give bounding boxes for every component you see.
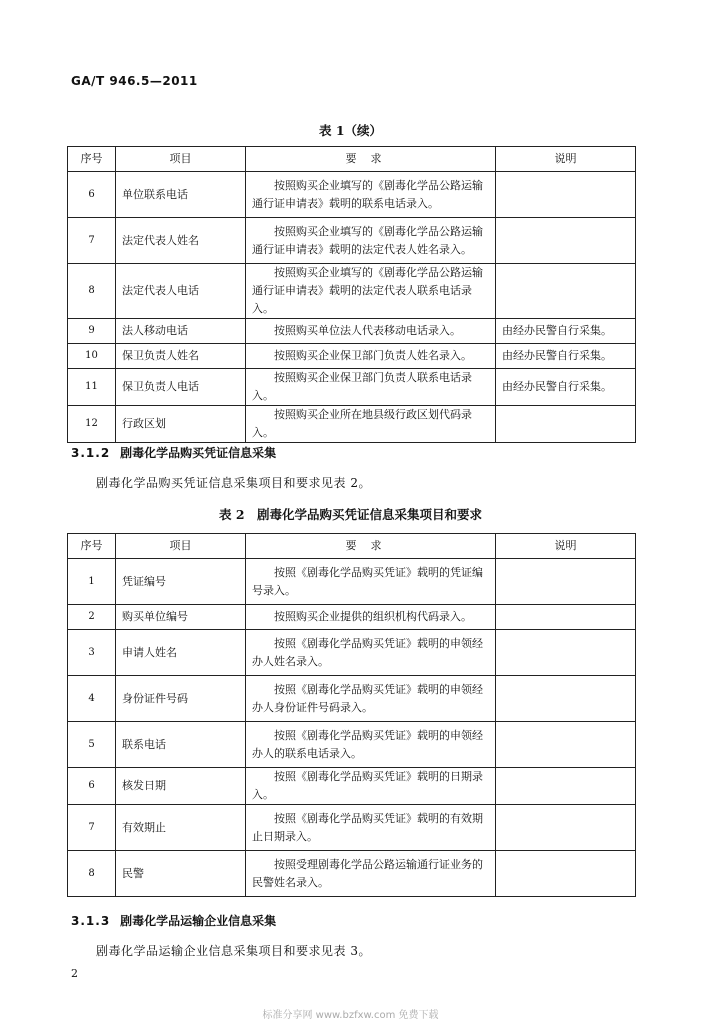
row-no: 1: [68, 559, 116, 605]
table-row: [68, 369, 636, 406]
table-row: [68, 851, 636, 897]
row-note: [496, 406, 636, 443]
row-req: 按照《剧毒化学品购买凭证》载明的申领经办人的联系电话录入。: [246, 722, 496, 768]
row-item: 有效期止: [116, 805, 246, 851]
col-header-item: 项目: [116, 534, 246, 559]
row-item: 申请人姓名: [116, 630, 246, 676]
row-item: 法定代表人电话: [116, 264, 246, 319]
table-row: [68, 676, 636, 722]
section-title: 剧毒化学品购买凭证信息采集: [120, 446, 277, 460]
row-note: [496, 559, 636, 605]
col-header-no: 序号: [68, 147, 116, 172]
row-item: 购买单位编号: [116, 605, 246, 630]
row-item: 核发日期: [116, 768, 246, 805]
row-note: 由经办民警自行采集。: [496, 344, 636, 369]
table-row: [68, 722, 636, 768]
row-note: [496, 768, 636, 805]
row-item: 身份证件号码: [116, 676, 246, 722]
col-header-no: 序号: [68, 534, 116, 559]
row-note: [496, 605, 636, 630]
section-number: 3.1.3: [71, 914, 111, 928]
table1-header-row: [68, 147, 636, 172]
col-header-note: 说明: [496, 534, 636, 559]
table-row: [68, 264, 636, 319]
row-note: [496, 676, 636, 722]
row-req: 按照购买企业保卫部门负责人联系电话录入。: [246, 369, 496, 406]
col-header-item: 项目: [116, 147, 246, 172]
row-req: 按照购买企业提供的组织机构代码录入。: [246, 605, 496, 630]
row-no: 8: [68, 851, 116, 897]
table-row: [68, 319, 636, 344]
row-item: 保卫负责人电话: [116, 369, 246, 406]
row-req: 按照受理剧毒化学品公路运输通行证业务的民警姓名录入。: [246, 851, 496, 897]
table1: [67, 146, 636, 443]
row-no: 12: [68, 406, 116, 443]
section-3-1-2-paragraph: 剧毒化学品购买凭证信息采集项目和要求见表 2。: [96, 476, 371, 490]
row-note: [496, 630, 636, 676]
section-number: 3.1.2: [71, 446, 111, 460]
table-row: [68, 406, 636, 443]
table1-caption: 表 1（续）: [318, 123, 383, 138]
row-note: 由经办民警自行采集。: [496, 369, 636, 406]
row-note: [496, 805, 636, 851]
table-row: [68, 630, 636, 676]
row-no: 11: [68, 369, 116, 406]
col-header-req: 要求: [246, 534, 496, 559]
col-header-req: 要求: [246, 147, 496, 172]
section-title: 剧毒化学品运输企业信息采集: [120, 914, 277, 928]
section-3-1-2-heading: [71, 444, 276, 461]
row-req: 按照购买企业填写的《剧毒化学品公路运输通行证申请表》载明的法定代表人姓名录入。: [246, 218, 496, 264]
row-no: 8: [68, 264, 116, 319]
row-req: 按照购买企业所在地县级行政区划代码录入。: [246, 406, 496, 443]
table-row: [68, 768, 636, 805]
row-req: 按照购买单位法人代表移动电话录入。: [246, 319, 496, 344]
col-header-note: 说明: [496, 147, 636, 172]
row-item: 联系电话: [116, 722, 246, 768]
section-3-1-3-heading: [71, 912, 276, 929]
row-note: [496, 851, 636, 897]
row-req: 按照购买企业填写的《剧毒化学品公路运输通行证申请表》载明的法定代表人联系电话录入。: [246, 264, 496, 319]
row-no: 10: [68, 344, 116, 369]
row-no: 2: [68, 605, 116, 630]
row-req: 按照《剧毒化学品购买凭证》载明的有效期止日期录入。: [246, 805, 496, 851]
row-item: 法定代表人姓名: [116, 218, 246, 264]
row-req: 按照《剧毒化学品购买凭证》载明的日期录入。: [246, 768, 496, 805]
row-req: 按照购买企业填写的《剧毒化学品公路运输通行证申请表》载明的联系电话录入。: [246, 172, 496, 218]
footer-watermark: 标准分享网 www.bzfxw.com 免费下载: [262, 1010, 439, 1021]
row-note: [496, 218, 636, 264]
table-row: [68, 805, 636, 851]
table-row: [68, 559, 636, 605]
table2-caption: 表 2 剧毒化学品购买凭证信息采集项目和要求: [218, 507, 483, 522]
table-row: [68, 605, 636, 630]
row-no: 5: [68, 722, 116, 768]
row-item: 保卫负责人姓名: [116, 344, 246, 369]
page-number: 2: [71, 967, 78, 980]
section-3-1-3-paragraph: 剧毒化学品运输企业信息采集项目和要求见表 3。: [96, 944, 371, 958]
table-row: [68, 344, 636, 369]
row-note: [496, 264, 636, 319]
row-note: [496, 172, 636, 218]
row-no: 7: [68, 218, 116, 264]
row-no: 9: [68, 319, 116, 344]
row-no: 3: [68, 630, 116, 676]
row-note: [496, 722, 636, 768]
row-item: 单位联系电话: [116, 172, 246, 218]
table2: [67, 533, 636, 897]
row-note: 由经办民警自行采集。: [496, 319, 636, 344]
row-item: 行政区划: [116, 406, 246, 443]
row-no: 6: [68, 172, 116, 218]
table-row: [68, 218, 636, 264]
row-item: 民警: [116, 851, 246, 897]
row-no: 7: [68, 805, 116, 851]
row-no: 4: [68, 676, 116, 722]
table2-header-row: [68, 534, 636, 559]
row-no: 6: [68, 768, 116, 805]
table-row: [68, 172, 636, 218]
row-req: 按照《剧毒化学品购买凭证》载明的申领经办人姓名录入。: [246, 630, 496, 676]
row-item: 凭证编号: [116, 559, 246, 605]
row-req: 按照购买企业保卫部门负责人姓名录入。: [246, 344, 496, 369]
row-req: 按照《剧毒化学品购买凭证》载明的申领经办人身份证件号码录入。: [246, 676, 496, 722]
row-req: 按照《剧毒化学品购买凭证》载明的凭证编号录入。: [246, 559, 496, 605]
row-item: 法人移动电话: [116, 319, 246, 344]
document-code: GA/T 946.5—2011: [71, 74, 198, 88]
